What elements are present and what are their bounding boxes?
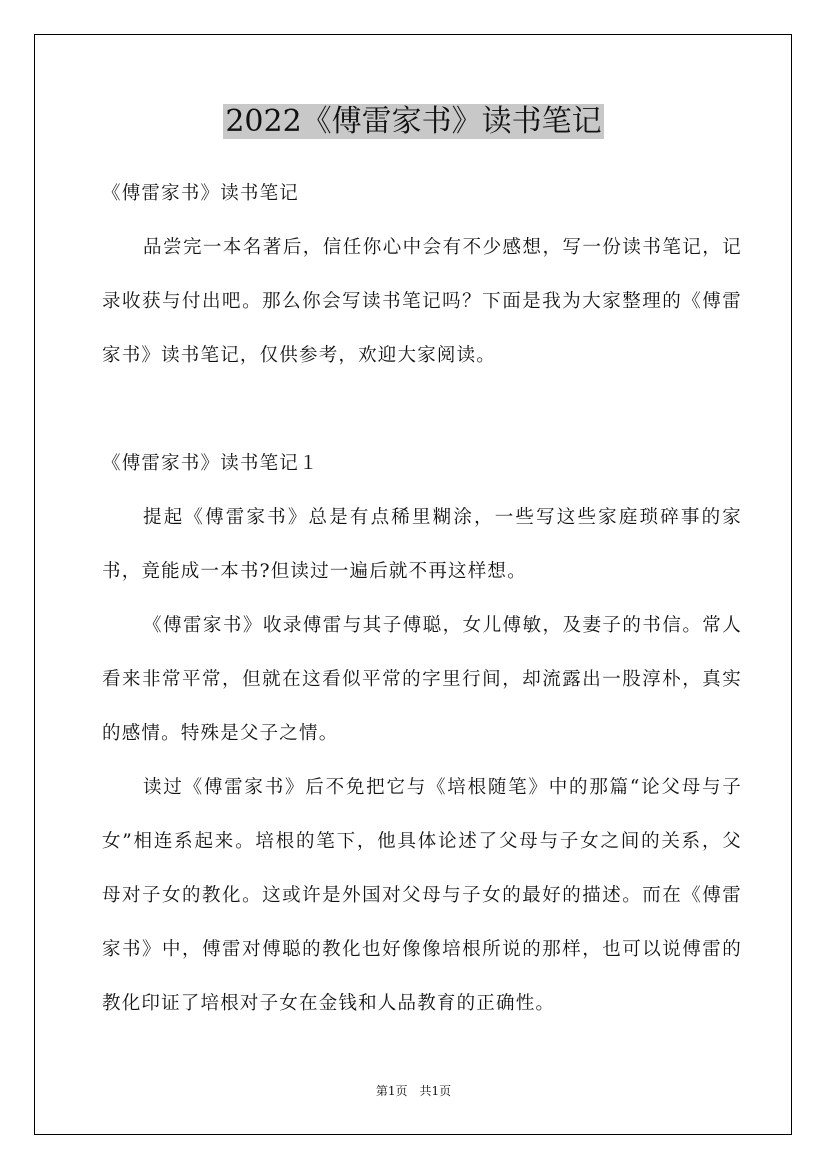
body-paragraph-1: 提起《傅雷家书》总是有点稀里糊涂，一些写这些家庭琐碎事的家书，竟能成一本书?但读过一遍后就不再这样想。 — [102, 507, 742, 582]
section-heading-intro: 《傅雷家书》读书笔记 — [102, 183, 300, 204]
page-footer: 第1页 共1页 — [375, 1084, 452, 1098]
body-paragraph-3: 读过《傅雷家书》后不免把它与《培根随笔》中的那篇“论父母与子女”相连系起来。培根的笔下，他具体论述了父母与子女之间的关系，父母对子女的教化。这或许是外国对父母与子女的最好的描述。而在《傅雷家书》中，傅雷对傅聪的教化也好像像培根所说的那样，也可以说傅雷的教化印证了培根对子女在金钱和人品教育的正确性。 — [102, 777, 742, 1014]
body-paragraph-2: 《傅雷家书》收录傅雷与其子傅聪，女儿傅敏，及妻子的书信。常人看来非常平常，但就在这看似平常的字里行间，却流露出一股淳朴，真实的感情。特殊是父子之情。 — [102, 615, 742, 744]
intro-paragraph: 品尝完一本名著后，信任你心中会有不少感想，写一份读书笔记，记录收获与付出吧。那么你会写读书笔记吗？下面是我为大家整理的《傅雷家书》读书笔记，仅供参考，欢迎大家阅读。 — [102, 237, 742, 366]
section-heading-note-1: 《傅雷家书》读书笔记１ — [102, 453, 319, 474]
document-title: 2022《傅雷家书》读书笔记 — [225, 104, 602, 139]
